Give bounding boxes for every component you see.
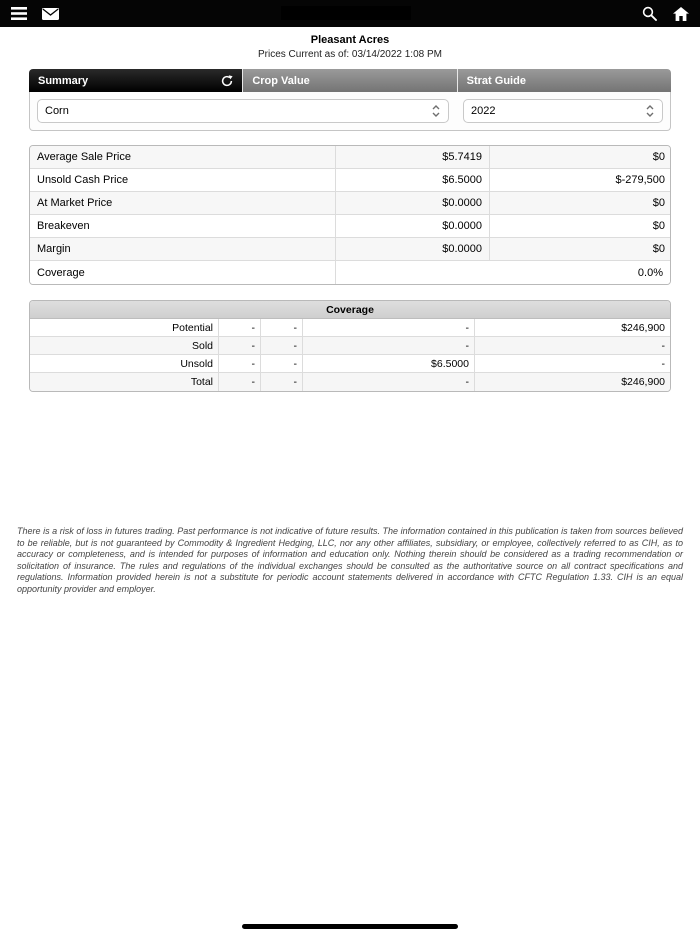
row-value-2: $0 (489, 192, 671, 214)
row-cell: - (260, 319, 302, 336)
table-row (30, 337, 670, 355)
refresh-icon[interactable] (221, 75, 233, 87)
table-row (30, 238, 670, 261)
table-row (30, 261, 670, 284)
tab-crop-value[interactable] (242, 69, 456, 92)
row-label: Sold (191, 339, 213, 352)
table-row (30, 146, 670, 169)
table-row (30, 192, 670, 215)
table-row (30, 319, 670, 337)
legal-disclaimer: There is a risk of loss in futures trading. Past performance is not indicative of future results. The information contained in this publication is taken from sources believed to be reliable, but is not guaranteed by Commodity & Ingredient Hedging, LLC, nor any other affiliates, subsidiary, or employee, collectively referred to as CIH, as to accuracy or completeness, and is intended for purposes of information and education only. Nothing therein should be considered as a trading recommendation or solicitation of insurance. The rules and regulations of the individual exchanges should be consulted as the authoritative source on all contract specifications and regulations. Information provided herein is not a substitute for periodic account statements delivered in accordance with CFTC Regulation 1.33. CIH is an equal opportunity provider and employer. (17, 526, 683, 594)
year-select-value: 2022 (471, 105, 496, 117)
row-label: Total (190, 376, 213, 388)
tab-strat-guide-label: Strat Guide (466, 74, 526, 87)
row-cell: - (302, 337, 474, 354)
coverage-table-title: Coverage (30, 301, 670, 319)
row-cell: - (260, 373, 302, 391)
top-bar (0, 0, 700, 27)
filter-panel (29, 92, 671, 131)
row-value-1: $0.0000 (335, 192, 489, 214)
row-cell: - (218, 373, 260, 391)
row-cell: - (474, 355, 670, 372)
row-value-2: $-279,500 (489, 169, 671, 191)
search-icon[interactable] (642, 6, 657, 21)
row-value-1: $0.0000 (335, 215, 489, 237)
tab-bar (29, 69, 671, 92)
year-select[interactable] (463, 99, 663, 123)
redacted-area (281, 6, 411, 20)
row-label: Coverage (37, 266, 85, 279)
row-value-2: $0 (489, 146, 671, 168)
summary-table (29, 145, 671, 285)
chevron-up-down-icon (431, 104, 441, 118)
coverage-table (29, 300, 671, 392)
tab-crop-value-label: Crop Value (252, 74, 310, 87)
row-label: Breakeven (37, 220, 90, 232)
row-cell: - (474, 337, 670, 354)
row-cell: - (218, 337, 260, 354)
row-value-1: $0.0000 (335, 238, 489, 260)
table-row (30, 373, 670, 391)
menu-icon[interactable] (11, 7, 27, 20)
row-value-1: $5.7419 (335, 146, 489, 168)
tab-summary-label: Summary (38, 74, 89, 87)
chevron-up-down-icon (645, 104, 655, 118)
top-bar-right (642, 6, 689, 21)
row-cell: - (218, 355, 260, 372)
row-value-2: $0 (489, 238, 671, 260)
row-cell: - (260, 337, 302, 354)
row-label: Margin (37, 243, 71, 255)
home-icon[interactable] (673, 7, 689, 21)
row-cell: - (302, 373, 474, 391)
mail-icon[interactable] (42, 8, 59, 20)
row-cell: $6.5000 (302, 355, 474, 372)
table-row (30, 215, 670, 238)
row-value-1: $6.5000 (335, 169, 489, 191)
row-label: At Market Price (37, 197, 113, 209)
tab-strat-guide[interactable] (457, 69, 671, 92)
row-label: Potential (172, 321, 213, 334)
crop-select-value: Corn (45, 105, 69, 117)
row-cell: - (218, 319, 260, 336)
table-row (30, 169, 670, 192)
row-label: Unsold Cash Price (37, 174, 129, 186)
row-cell: - (302, 319, 474, 336)
row-cell: $246,900 (474, 373, 670, 391)
row-label: Unsold (180, 357, 213, 370)
prices-current-timestamp: Prices Current as of: 03/14/2022 1:08 PM (258, 49, 442, 60)
top-bar-left (11, 7, 59, 20)
row-value-2: $0 (489, 215, 671, 237)
page-title: Pleasant Acres (310, 34, 390, 46)
row-cell: $246,900 (474, 319, 670, 336)
row-value-2: 0.0% (335, 261, 670, 284)
table-row (30, 355, 670, 373)
crop-select[interactable] (37, 99, 449, 123)
row-label: Average Sale Price (37, 151, 131, 163)
page-header (0, 27, 700, 61)
row-cell: - (260, 355, 302, 372)
tab-summary[interactable] (29, 69, 242, 92)
home-indicator-bar[interactable] (242, 924, 458, 929)
